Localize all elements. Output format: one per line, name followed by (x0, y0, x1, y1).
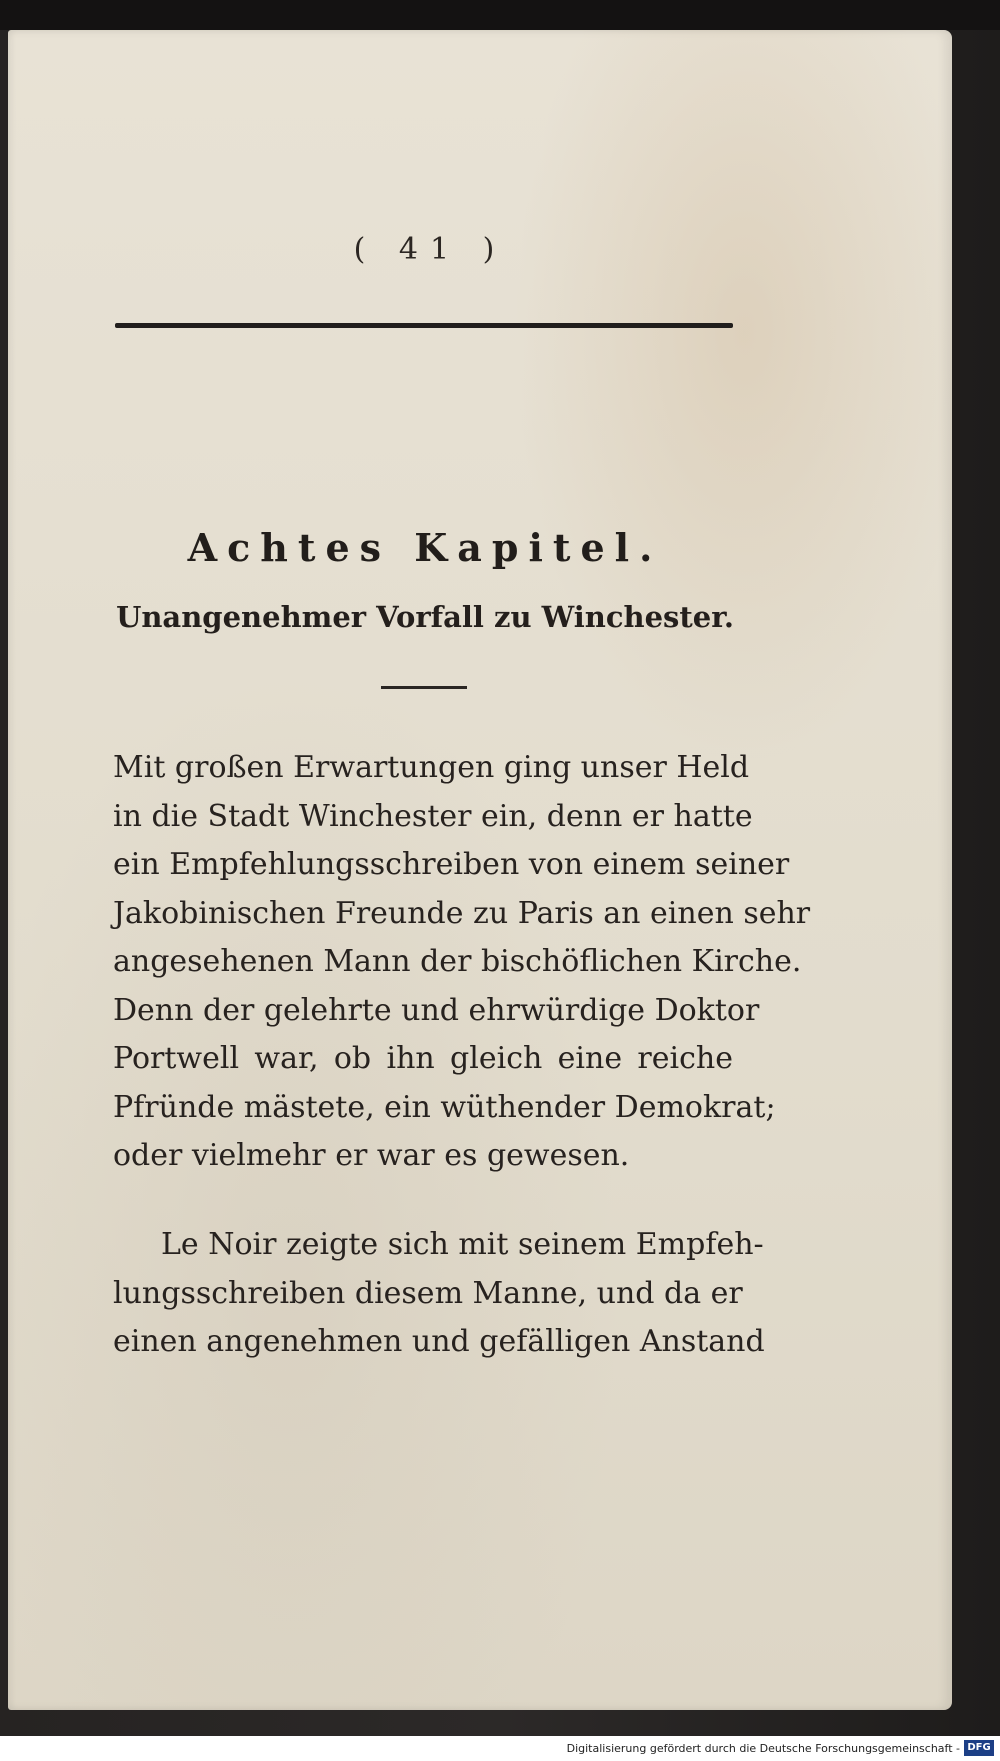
section-divider (381, 686, 467, 689)
paragraph-2 (113, 1221, 765, 1367)
text-line: Mit großen Erwartungen ging unser Held (113, 750, 750, 785)
text-line: lungsschreiben diesem Manne, und da er (113, 1275, 743, 1311)
scan-top-edge (0, 0, 1000, 30)
dfg-logo: DFG (964, 1740, 994, 1756)
text-line: Pfründe mästete, ein wüthender Demokrat; (113, 1089, 776, 1125)
text-line: Portwell war, ob ihn gleich eine reiche (113, 1041, 733, 1076)
text-line: einen angenehmen und gefälligen Anstand (113, 1324, 765, 1359)
text-line: Jakobinischen Freunde zu Paris an einen sehr (113, 895, 811, 931)
page-number: ( 41 ) (353, 232, 507, 267)
chapter-subtitle: Unangenehmer Vorfall zu Winchester. (116, 600, 734, 634)
chapter-title: Achtes Kapitel. (187, 525, 663, 570)
text-line: angesehenen Mann der bischöflichen Kirche. (113, 944, 802, 979)
paragraph-1 (113, 744, 811, 1181)
text-line: in die Stadt Winchester ein, denn er hatte (113, 798, 753, 834)
text-line: oder vielmehr er war es gewesen. (113, 1138, 630, 1173)
header-rule (115, 323, 733, 328)
text-line: Denn der gelehrte und ehrwürdige Doktor (113, 992, 760, 1028)
text-line: ein Empfehlungsschreiben von einem seiner (113, 847, 790, 882)
text-line: Le Noir zeigte sich mit seinem Empfeh- (161, 1227, 764, 1262)
footer-credit: Digitalisierung gefördert durch die Deutsche Forschungsgemeinschaft - (566, 1742, 960, 1755)
